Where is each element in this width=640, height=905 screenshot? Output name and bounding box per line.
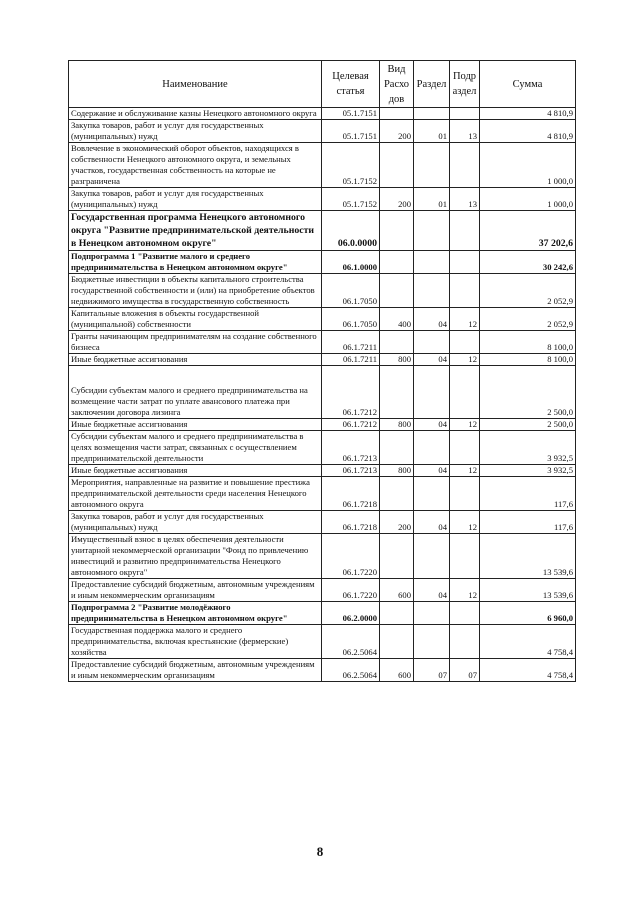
row-section (414, 108, 450, 120)
row-target: 06.2.0000 (322, 602, 380, 625)
table-row (69, 188, 576, 211)
row-subsection: 12 (450, 308, 480, 331)
row-target: 06.0.0000 (322, 211, 380, 251)
row-section (414, 477, 450, 511)
row-name: Подпрограмма 2 "Развитие молодёжного предпринимательства в Ненецком автономном округе" (69, 602, 322, 625)
row-name: Закупка товаров, работ и услуг для государственных (муниципальных) нужд (69, 511, 322, 534)
row-name: Закупка товаров, работ и услуг для государственных (муниципальных) нужд (69, 120, 322, 143)
row-sum: 2 052,9 (480, 308, 576, 331)
row-type (380, 331, 414, 354)
row-sum: 13 539,6 (480, 579, 576, 602)
row-target: 05.1.7152 (322, 143, 380, 188)
row-subsection: 12 (450, 511, 480, 534)
row-target: 06.1.7211 (322, 354, 380, 366)
row-subsection (450, 477, 480, 511)
row-type (380, 366, 414, 419)
row-subsection: 12 (450, 419, 480, 431)
row-section (414, 366, 450, 419)
row-type (380, 143, 414, 188)
row-target: 06.1.7212 (322, 419, 380, 431)
table-row (69, 659, 576, 682)
row-subsection (450, 108, 480, 120)
row-target: 06.2.5064 (322, 625, 380, 659)
table-row (69, 579, 576, 602)
row-target: 06.1.7213 (322, 465, 380, 477)
row-section (414, 143, 450, 188)
row-type (380, 211, 414, 251)
row-sum: 3 932,5 (480, 431, 576, 465)
row-name: Государственная программа Ненецкого автономного округа "Развитие предпринимательской деятельности в Ненецком автономном округе" (69, 211, 322, 251)
row-type: 800 (380, 419, 414, 431)
table-row (69, 465, 576, 477)
row-sum: 4 810,9 (480, 108, 576, 120)
table-row (69, 366, 576, 419)
header-target: Целевая статья (322, 61, 380, 108)
row-sum: 6 960,0 (480, 602, 576, 625)
row-name: Предоставление субсидий бюджетным, автономным учреждениям и иным некоммерческим организациям (69, 659, 322, 682)
row-type: 200 (380, 120, 414, 143)
table-row (69, 354, 576, 366)
row-type: 200 (380, 188, 414, 211)
row-type (380, 625, 414, 659)
row-section: 01 (414, 120, 450, 143)
row-section (414, 211, 450, 251)
row-name: Содержание и обслуживание казны Ненецкого автономного округа (69, 108, 322, 120)
row-subsection (450, 431, 480, 465)
row-subsection (450, 602, 480, 625)
row-target: 06.1.7213 (322, 431, 380, 465)
row-name: Имущественный взнос в целях обеспечения деятельности унитарной некоммерческой организации "Фонд по привлечению инвестиций и развитию предпринимательства Ненецкого автономного округа" (69, 534, 322, 579)
row-section (414, 625, 450, 659)
table-row (69, 108, 576, 120)
table-row (69, 251, 576, 274)
table-row (69, 274, 576, 308)
row-subsection: 13 (450, 188, 480, 211)
row-section: 04 (414, 465, 450, 477)
row-section: 01 (414, 188, 450, 211)
row-sum: 4 758,4 (480, 659, 576, 682)
table-row (69, 143, 576, 188)
row-sum: 2 500,0 (480, 366, 576, 419)
row-target: 06.1.7211 (322, 331, 380, 354)
row-type (380, 431, 414, 465)
row-type (380, 477, 414, 511)
row-section: 04 (414, 308, 450, 331)
table-row (69, 211, 576, 251)
row-subsection: 12 (450, 465, 480, 477)
row-target: 06.1.7050 (322, 274, 380, 308)
row-section: 04 (414, 511, 450, 534)
row-subsection: 07 (450, 659, 480, 682)
row-target: 05.1.7151 (322, 120, 380, 143)
row-name: Иные бюджетные ассигнования (69, 465, 322, 477)
header-section: Раздел (414, 61, 450, 108)
row-name: Государственная поддержка малого и среднего предпринимательства, включая крестьянские (фермерские) хозяйства (69, 625, 322, 659)
row-sum: 8 100,0 (480, 354, 576, 366)
row-sum: 4 758,4 (480, 625, 576, 659)
budget-table (68, 60, 576, 682)
row-sum: 2 052,9 (480, 274, 576, 308)
table-row (69, 534, 576, 579)
row-sum: 30 242,6 (480, 251, 576, 274)
row-type (380, 274, 414, 308)
table-row (69, 120, 576, 143)
row-type (380, 251, 414, 274)
row-subsection (450, 331, 480, 354)
row-target: 06.1.7212 (322, 366, 380, 419)
row-target: 06.1.0000 (322, 251, 380, 274)
row-section (414, 431, 450, 465)
table-row (69, 602, 576, 625)
header-type: Вид Расхо дов (380, 61, 414, 108)
row-name: Закупка товаров, работ и услуг для государственных (муниципальных) нужд (69, 188, 322, 211)
row-type: 200 (380, 511, 414, 534)
table-header-row (69, 61, 576, 108)
row-subsection (450, 625, 480, 659)
row-type: 800 (380, 354, 414, 366)
row-target: 06.1.7218 (322, 511, 380, 534)
row-sum: 4 810,9 (480, 120, 576, 143)
row-name: Гранты начинающим предпринимателям на создание собственного бизнеса (69, 331, 322, 354)
row-subsection (450, 366, 480, 419)
row-sum: 8 100,0 (480, 331, 576, 354)
page-number: 8 (316, 844, 324, 859)
row-sum: 2 500,0 (480, 419, 576, 431)
row-sum: 117,6 (480, 477, 576, 511)
row-subsection (450, 251, 480, 274)
row-target: 05.1.7151 (322, 108, 380, 120)
row-type (380, 534, 414, 579)
row-section (414, 534, 450, 579)
row-sum: 117,6 (480, 511, 576, 534)
row-subsection (450, 274, 480, 308)
table-row (69, 308, 576, 331)
row-section (414, 331, 450, 354)
row-sum: 37 202,6 (480, 211, 576, 251)
table-row (69, 477, 576, 511)
row-type: 600 (380, 579, 414, 602)
table-body (69, 108, 576, 682)
row-subsection (450, 211, 480, 251)
row-subsection: 12 (450, 354, 480, 366)
table-row (69, 431, 576, 465)
header-sum: Сумма (480, 61, 576, 108)
row-name: Капитальные вложения в объекты государственной (муниципальной) собственности (69, 308, 322, 331)
row-type (380, 108, 414, 120)
header-name: Наименование (69, 61, 322, 108)
row-name: Субсидии субъектам малого и среднего предпринимательства в целях возмещения части затрат, связанных с осуществлением предпринимательской деятельности (69, 431, 322, 465)
row-sum: 1 000,0 (480, 188, 576, 211)
row-section: 07 (414, 659, 450, 682)
header-subsection: Подр аздел (450, 61, 480, 108)
row-section: 04 (414, 579, 450, 602)
row-target: 06.2.5064 (322, 659, 380, 682)
row-subsection (450, 534, 480, 579)
row-type: 800 (380, 465, 414, 477)
row-target: 05.1.7152 (322, 188, 380, 211)
row-name: Предоставление субсидий бюджетным, автономным учреждениям и иным некоммерческим организациям (69, 579, 322, 602)
row-target: 06.1.7218 (322, 477, 380, 511)
row-section: 04 (414, 419, 450, 431)
table-row (69, 625, 576, 659)
row-name: Субсидии субъектам малого и среднего предпринимательства на возмещение части затрат по уплате авансового платежа при заключении договора лизинга (69, 366, 322, 419)
row-section (414, 251, 450, 274)
row-subsection: 13 (450, 120, 480, 143)
row-section: 04 (414, 354, 450, 366)
row-name: Бюджетные инвестиции в объекты капитального строительства государственной собственности и (или) на приобретение объектов недвижимого имущества в государственную собственность (69, 274, 322, 308)
row-target: 06.1.7220 (322, 579, 380, 602)
row-target: 06.1.7220 (322, 534, 380, 579)
row-name: Иные бюджетные ассигнования (69, 419, 322, 431)
row-section (414, 274, 450, 308)
row-subsection (450, 143, 480, 188)
row-name: Мероприятия, направленные на развитие и повышение престижа предпринимательской деятельности среди населения Ненецкого автономного округа (69, 477, 322, 511)
row-type: 400 (380, 308, 414, 331)
row-sum: 13 539,6 (480, 534, 576, 579)
row-target: 06.1.7050 (322, 308, 380, 331)
table-row (69, 419, 576, 431)
row-type: 600 (380, 659, 414, 682)
table-row (69, 331, 576, 354)
row-sum: 1 000,0 (480, 143, 576, 188)
row-name: Иные бюджетные ассигнования (69, 354, 322, 366)
row-subsection: 12 (450, 579, 480, 602)
row-name: Вовлечение в экономический оборот объектов, находящихся в собственности Ненецкого автономного округа, и земельных участков, государственная собственность на которые не разграничена (69, 143, 322, 188)
row-name: Подпрограмма 1 "Развитие малого и среднего предпринимательства в Ненецком автономном округе" (69, 251, 322, 274)
row-sum: 3 932,5 (480, 465, 576, 477)
table-row (69, 511, 576, 534)
row-type (380, 602, 414, 625)
row-section (414, 602, 450, 625)
